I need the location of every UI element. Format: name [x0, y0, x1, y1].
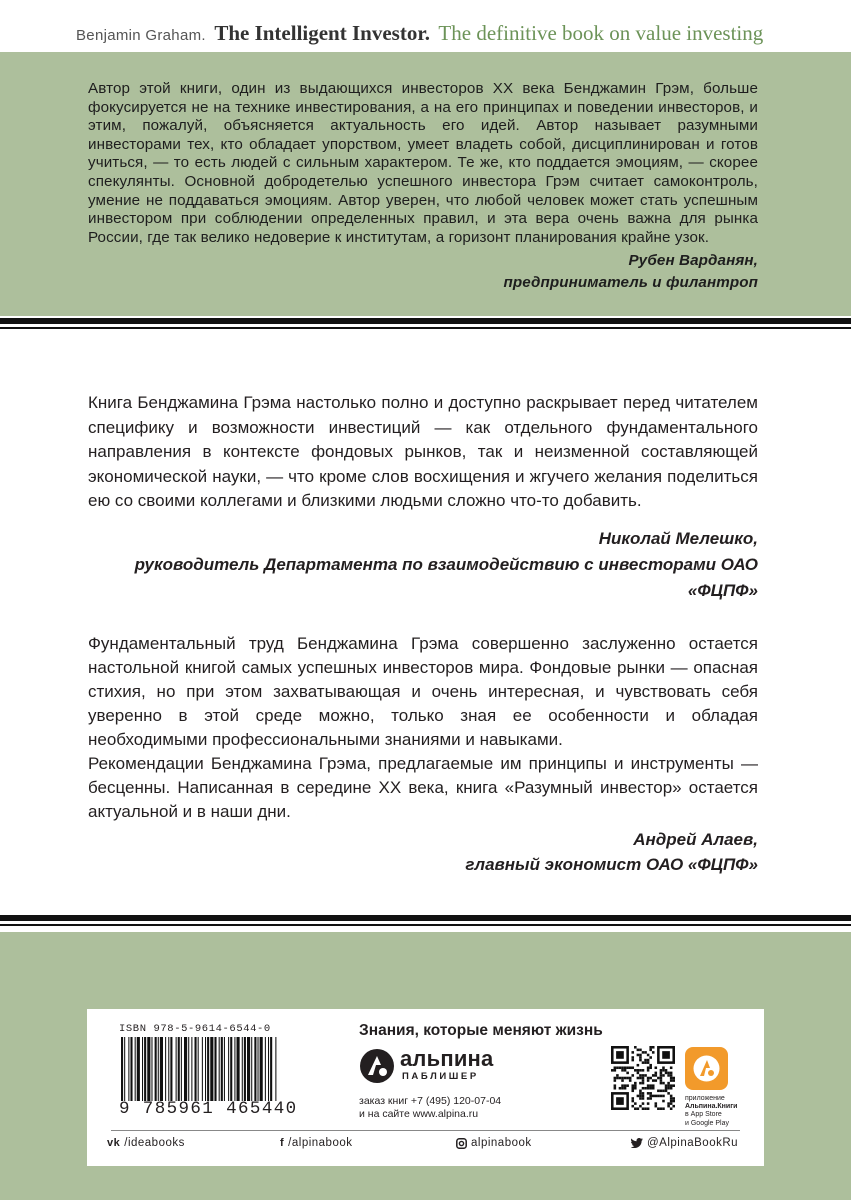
quote-author: Рубен Варданян,	[628, 252, 758, 270]
header-line	[76, 21, 763, 48]
social-instagram-link[interactable]	[456, 1137, 532, 1149]
social-twitter-handle: @AlpinaBookRu	[647, 1137, 739, 1149]
quote-paragraph: Автор этой книги, один из выдающихся инвесторов XX века Бенджамин Грэм, больше фокусируется не на технике инвестирования, а на его принципах и поведении инвесторов, и этим, пожалуй, объясняется актуальность его идей. Автор называет разумными инвесторами тех, кто обладает упорством, умеет владеть собой, дисциплинирован и готов учиться, — то есть людей с сильным характером. Те же, кто поддается эмоциям, — скорее спекулянты. Основной добродетелью успешного инвестора Грэм считает самоконтроль, умение не поддаваться эмоциям. Автор уверен, что любой человек может стать успешным инвестором при соблюдении определенных правил, и эта вера очень важна для рынка России, где так велико недоверие к институтам, а горизонт планирования крайне узок.	[88, 80, 758, 246]
social-vk-link[interactable]	[107, 1137, 185, 1149]
quote-meleshko	[88, 391, 758, 604]
divider-rule-bottom	[0, 915, 851, 926]
logo-tagline: ПАБЛИШЕР	[402, 1071, 479, 1082]
quote-author: Николай Мелешко,	[598, 528, 758, 548]
qr-code-icon	[611, 1046, 675, 1110]
quote-paragraph: Книга Бенджамина Грэма настолько полно и доступно раскрывает перед читателем специфику и возможности инвестиций — как отдельного фундаментального направления в контексте фондовых рынков, так и неизменной составляющей экономической науки, — что кроме слов восхищения и жгучего желания поделиться ею со своими коллегами и близкими людьми сложно что-то добавить.	[88, 393, 758, 510]
publisher-logo	[359, 1047, 499, 1085]
app-icon	[685, 1047, 728, 1090]
quote-paragraph: Рекомендации Бенджамина Грэма, предлагаемые им принципы и инструменты — бесценны. Написанная в середине XX века, книга «Разумный инвестор» остается актуальной и в наши дни.	[88, 754, 758, 821]
publisher-slogan: Знания, которые меняют жизнь	[359, 1022, 603, 1039]
order-contacts	[359, 1095, 501, 1121]
social-vk-handle: /ideabooks	[124, 1137, 185, 1149]
header-author: Benjamin Graham.	[76, 27, 206, 44]
app-text-line: Альпина.Книги	[685, 1103, 738, 1111]
app-text-line: приложение	[685, 1095, 725, 1102]
panel-divider	[111, 1130, 740, 1131]
alpina-logo-icon	[359, 1048, 395, 1084]
header-title: The Intelligent Investor.	[214, 21, 430, 45]
quote-role: руководитель Департамента по взаимодействию с инвесторами ОАО «ФЦПФ»	[134, 554, 758, 600]
instagram-icon	[456, 1138, 467, 1149]
facebook-icon: f	[280, 1137, 285, 1149]
app-text-line: в App Store	[685, 1111, 722, 1119]
app-logo-icon	[685, 1047, 728, 1090]
barcode-bars	[119, 1037, 279, 1101]
order-phone: заказ книг +7 (495) 120-07-04	[359, 1095, 502, 1107]
quote-role: предприниматель и филантроп	[503, 274, 758, 292]
header-subtitle: The definitive book on value investing	[438, 21, 764, 45]
social-facebook-link[interactable]	[280, 1137, 353, 1149]
barcode	[119, 1023, 298, 1119]
app-store-text	[685, 1095, 737, 1128]
quote-vardanyan	[88, 80, 758, 294]
quote-text	[88, 632, 758, 824]
social-facebook-handle: /alpinabook	[288, 1137, 353, 1149]
isbn-text: ISBN 978-5-9614-6544-0	[119, 1023, 271, 1035]
cover-header	[0, 0, 851, 52]
vk-icon: vk	[107, 1137, 121, 1149]
quote-text	[88, 391, 758, 514]
quote-text	[88, 80, 758, 247]
divider-rule-top	[0, 318, 851, 329]
publisher-info-panel	[87, 1009, 764, 1166]
twitter-icon	[631, 1138, 643, 1148]
social-twitter-link[interactable]	[631, 1137, 738, 1149]
quote-role: главный экономист ОАО «ФЦПФ»	[465, 855, 758, 874]
website: и на сайте www.alpina.ru	[359, 1108, 479, 1120]
quote-author: Андрей Алаев,	[633, 830, 758, 849]
quote-paragraph: Фундаментальный труд Бенджамина Грэма совершенно заслуженно остается настольной книгой самых успешных инвесторов мира. Фондовые рынки — опасная стихия, но при этом захватывающая и очень интересная, и чувствовать себя уверенно в этой среде можно, только зная ее особенности и обладая необходимыми профессиональными знаниями и навыками.	[88, 634, 758, 749]
quote-alaev	[88, 632, 758, 877]
ean-digits: 9 785961 465440	[119, 1099, 298, 1119]
logo-name: альпина	[400, 1046, 494, 1071]
app-text-line: и Google Play	[685, 1119, 729, 1127]
social-instagram-handle: alpinabook	[471, 1137, 532, 1149]
